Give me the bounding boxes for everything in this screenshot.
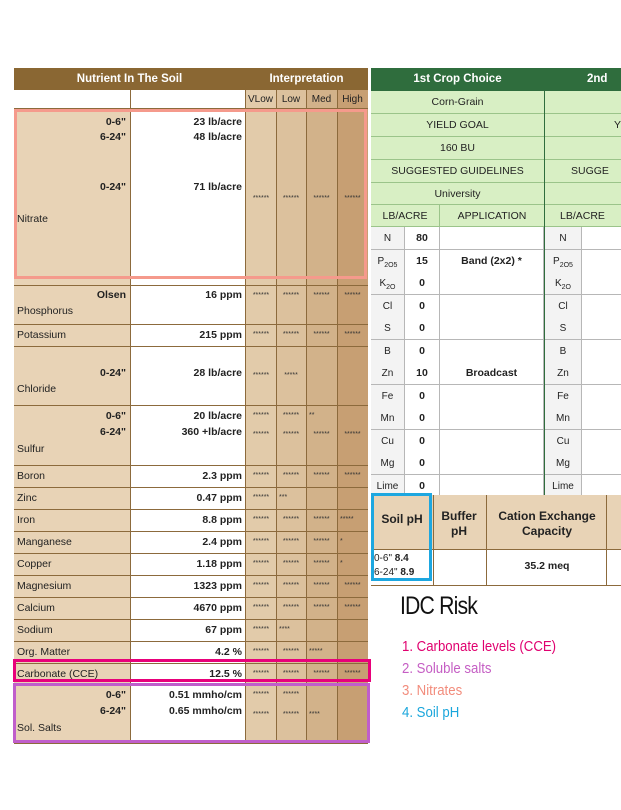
crop2-nutrient-symbol: Fe xyxy=(545,385,582,408)
stars: ****** xyxy=(282,331,300,338)
nutrient-symbol: B xyxy=(371,340,405,363)
stars: ****** xyxy=(344,292,361,299)
crop2-guidelines: SUGGE xyxy=(545,160,621,183)
crop2-value-cell xyxy=(582,430,621,453)
stars: ****** xyxy=(252,372,270,379)
nutrient-symbol: Mn xyxy=(371,407,405,430)
potassium-value: 215 ppm xyxy=(199,329,242,341)
crop2-nutrient-symbol: Zn xyxy=(545,362,582,385)
cec-value: 35.2 meq xyxy=(524,560,570,572)
soil-ph-highlight-box xyxy=(371,493,432,581)
crop2-nutrient-symbol: Mg xyxy=(545,452,582,475)
stars: * xyxy=(340,560,343,567)
stars: ****** xyxy=(282,560,300,567)
stars: ****** xyxy=(282,711,300,718)
interpretation-header: Interpretation xyxy=(245,68,368,90)
stars: ****** xyxy=(252,560,270,567)
crop1-source: University xyxy=(371,183,544,205)
crop2-nutrient-symbol: S xyxy=(545,317,582,340)
crop2-header: 2nd xyxy=(545,68,621,91)
stars: ***** xyxy=(284,372,298,379)
row-value: 2.4 ppm xyxy=(202,536,242,548)
crop2-value-cell xyxy=(582,227,621,250)
lb-acre-value: 0 xyxy=(405,317,440,340)
nitrate-value-3: 71 lb/acre xyxy=(193,181,242,193)
crop2-yield-label: Y xyxy=(545,114,621,137)
stars: ****** xyxy=(344,670,361,677)
chloride-value: 28 lb/acre xyxy=(193,367,242,379)
row-value: 4670 ppm xyxy=(193,602,242,614)
application-value: Band (2x2) * xyxy=(440,250,544,273)
row-label: Boron xyxy=(17,470,46,482)
crop1-yield: 160 BU xyxy=(371,137,544,160)
row-value: 1323 ppm xyxy=(193,580,242,592)
stars: *** xyxy=(279,494,288,501)
row-value: 0.47 ppm xyxy=(196,492,242,504)
salts-value-1: 0.51 mmho/cm xyxy=(169,689,242,701)
crop2-nutrient-symbol: Cl xyxy=(545,295,582,318)
cec-header: Cation Exchange Capacity xyxy=(498,509,596,538)
nitrate-depth-3: 0-24" xyxy=(100,181,126,193)
ph-value-2: 8.9 xyxy=(400,567,415,578)
legend-item-ph: 4. Soil pH xyxy=(402,704,460,721)
lb-acre-value: 0 xyxy=(405,272,440,295)
stars: * xyxy=(340,538,343,545)
salts-value-2: 0.65 mmho/cm xyxy=(169,705,242,717)
lb-acre-value: 15 xyxy=(405,250,440,273)
chloride-depth: 0-24" xyxy=(100,367,126,379)
stars: ****** xyxy=(313,431,330,438)
stars: ****** xyxy=(282,431,300,438)
crop2-value-cell xyxy=(582,272,621,295)
stars: ***** xyxy=(340,516,354,523)
nutrient-symbol: Lime xyxy=(371,475,405,498)
nutrient-symbol: Cu xyxy=(371,430,405,453)
crop1-col-lb: LB/ACRE xyxy=(371,205,440,227)
crop2-col-lb: LB/ACRE xyxy=(545,205,621,227)
carbonate-highlight-box xyxy=(13,659,371,682)
sulfur-label: Sulfur xyxy=(17,443,45,455)
crop2-value-cell xyxy=(582,340,621,363)
nitrate-label: Nitrate xyxy=(17,213,48,225)
crop2-nutrient-symbol: N xyxy=(545,227,582,250)
lb-acre-value: 0 xyxy=(405,385,440,408)
stars: ****** xyxy=(252,292,270,299)
nutrient-symbol: Fe xyxy=(371,385,405,408)
ph-depth-2: 6-24" xyxy=(374,567,398,578)
row-label: Magnesium xyxy=(17,580,72,592)
crop1-guidelines: SUGGESTED GUIDELINES xyxy=(371,160,544,183)
row-label: Manganese xyxy=(17,536,72,548)
crop1-yield-label: YIELD GOAL xyxy=(371,114,544,137)
application-value xyxy=(440,452,544,475)
stars: ****** xyxy=(252,331,270,338)
stars: ****** xyxy=(282,670,300,677)
row-label: Calcium xyxy=(17,602,55,614)
crop2-nutrient-symbol: Mn xyxy=(545,407,582,430)
stars: ****** xyxy=(313,331,330,338)
crop2-nutrient-symbol: B xyxy=(545,340,582,363)
nutrient-symbol: N xyxy=(371,227,405,250)
stars: ****** xyxy=(313,670,330,677)
stars: ****** xyxy=(313,516,330,523)
crop2-value-cell xyxy=(582,295,621,318)
stars: ** xyxy=(309,412,315,419)
row-value: 67 ppm xyxy=(205,624,242,636)
application-value xyxy=(440,407,544,430)
phosphorus-method: Olsen xyxy=(96,289,126,301)
stars: ****** xyxy=(252,516,270,523)
soil-ph-header: Soil pH xyxy=(381,512,423,526)
nitrate-depth-1: 0-6" xyxy=(105,116,126,128)
row-label: Org. Matter xyxy=(17,646,71,658)
row-label: Zinc xyxy=(17,492,37,504)
stars: ****** xyxy=(344,431,361,438)
stars: ****** xyxy=(252,195,270,202)
lb-acre-value: 0 xyxy=(405,340,440,363)
stars: ****** xyxy=(252,604,270,611)
phosphorus-value: 16 ppm xyxy=(205,289,242,301)
application-value: Broadcast xyxy=(440,362,544,385)
sulfur-value-1: 20 lb/acre xyxy=(193,410,242,422)
stars: **** xyxy=(279,626,290,633)
stars: ****** xyxy=(282,412,300,419)
crop2-value-cell xyxy=(582,385,621,408)
stars: ***** xyxy=(309,648,323,655)
stars: ****** xyxy=(252,431,270,438)
crop2-value-cell xyxy=(582,250,621,273)
row-value: 12.5 % xyxy=(209,668,242,680)
stars: ****** xyxy=(252,626,270,633)
row-label: Iron xyxy=(17,514,36,526)
crop2-nutrient-symbol: Lime xyxy=(545,475,582,498)
stars: ****** xyxy=(252,648,270,655)
row-value: 4.2 % xyxy=(215,646,242,658)
lb-acre-value: 0 xyxy=(405,295,440,318)
nitrate-value-1: 23 lb/acre xyxy=(193,116,242,128)
stars: ****** xyxy=(313,195,330,202)
stars: ****** xyxy=(282,538,300,545)
nitrate-depth-2: 6-24" xyxy=(100,131,126,143)
crop2-value-cell xyxy=(582,407,621,430)
application-value xyxy=(440,295,544,318)
nitrate-highlight-box xyxy=(14,109,367,279)
stars: ****** xyxy=(252,670,270,677)
stars: ****** xyxy=(313,472,330,479)
crop2-value-cell xyxy=(582,317,621,340)
col-med: Med xyxy=(311,94,332,105)
stars: ****** xyxy=(252,412,270,419)
legend-item-salts: 2. Soluble salts xyxy=(402,660,492,677)
ph-value-1: 8.4 xyxy=(394,553,409,564)
lb-acre-value: 0 xyxy=(405,452,440,475)
col-high: High xyxy=(342,94,363,105)
stars: ****** xyxy=(282,195,300,202)
stars: ****** xyxy=(313,604,330,611)
legend-title: IDC Risk xyxy=(400,592,478,620)
sulfur-depth-2: 6-24" xyxy=(100,426,126,438)
stars: ****** xyxy=(282,516,300,523)
crop2-nutrient-symbol: $K_{2O}$ xyxy=(545,272,582,295)
nutrient-symbol: S xyxy=(371,317,405,340)
phosphorus-label: Phosphorus xyxy=(17,305,74,317)
stars: ****** xyxy=(252,538,270,545)
stars: ****** xyxy=(252,494,270,501)
crop1-col-app: APPLICATION xyxy=(440,205,544,227)
application-value xyxy=(440,430,544,453)
crop2-nutrient-symbol: $P_{2O5}$ xyxy=(545,250,582,273)
buffer-ph-header: Buffer pH xyxy=(441,509,477,538)
stars: ****** xyxy=(344,331,361,338)
sulfur-value-2: 360 +lb/acre xyxy=(181,426,242,438)
salts-label: Sol. Salts xyxy=(17,722,62,734)
stars: ****** xyxy=(252,472,270,479)
lb-acre-value: 10 xyxy=(405,362,440,385)
stars: ****** xyxy=(282,582,300,589)
row-label: Carbonate (CCE) xyxy=(17,668,99,680)
crop2-value-cell xyxy=(582,452,621,475)
salts-depth-1: 0-6" xyxy=(105,689,126,701)
stars: ****** xyxy=(344,195,361,202)
crop1-header: 1st Crop Choice xyxy=(371,68,544,91)
application-value xyxy=(440,272,544,295)
stars: ****** xyxy=(282,691,300,698)
nutrient-symbol: Cl xyxy=(371,295,405,318)
stars: ****** xyxy=(344,604,361,611)
row-label: Sodium xyxy=(17,624,53,636)
row-label: Copper xyxy=(17,558,52,570)
stars: ****** xyxy=(282,604,300,611)
lb-acre-value: 0 xyxy=(405,475,440,498)
row-value: 2.3 ppm xyxy=(202,470,242,482)
row-value: 8.8 ppm xyxy=(202,514,242,526)
crop1-crop: Corn-Grain xyxy=(371,91,544,114)
col-low: Low xyxy=(281,94,301,105)
application-value xyxy=(440,340,544,363)
stars: ****** xyxy=(282,648,300,655)
stars: ****** xyxy=(252,711,270,718)
stars: ****** xyxy=(252,582,270,589)
application-value xyxy=(440,317,544,340)
ph-depth-1: 0-6" xyxy=(374,553,393,564)
stars: ****** xyxy=(313,538,330,545)
stars: ****** xyxy=(282,292,300,299)
application-value xyxy=(440,227,544,250)
crop2-value-cell xyxy=(582,362,621,385)
nutrient-symbol: Mg xyxy=(371,452,405,475)
stars: ****** xyxy=(344,582,361,589)
row-value: 1.18 ppm xyxy=(196,558,242,570)
stars: ****** xyxy=(344,472,361,479)
legend-item-carbonate: 1. Carbonate levels (CCE) xyxy=(402,638,557,655)
chloride-label: Chloride xyxy=(17,383,57,395)
nutrient-symbol: Zn xyxy=(371,362,405,385)
stars: ****** xyxy=(313,560,330,567)
application-value xyxy=(440,385,544,408)
stars: **** xyxy=(309,711,320,718)
potassium-label: Potassium xyxy=(17,329,67,341)
stars: ****** xyxy=(282,472,300,479)
stars: ****** xyxy=(252,691,270,698)
nutrient-header: Nutrient In The Soil xyxy=(14,68,245,90)
crop2-nutrient-symbol: Cu xyxy=(545,430,582,453)
nutrient-symbol: $P_{2O5}$ xyxy=(371,250,405,273)
salts-highlight-box xyxy=(13,683,370,743)
nutrient-symbol: $K_{2O}$ xyxy=(371,272,405,295)
stars: ****** xyxy=(313,292,330,299)
stars: ****** xyxy=(313,582,330,589)
nitrate-value-2: 48 lb/acre xyxy=(193,131,242,143)
sulfur-depth-1: 0-6" xyxy=(105,410,126,422)
legend-item-nitrates: 3. Nitrates xyxy=(402,682,463,699)
lb-acre-value: 0 xyxy=(405,430,440,453)
col-vlow: VLow xyxy=(247,94,273,105)
lb-acre-value: 80 xyxy=(405,227,440,250)
salts-depth-2: 6-24" xyxy=(100,705,126,717)
lb-acre-value: 0 xyxy=(405,407,440,430)
